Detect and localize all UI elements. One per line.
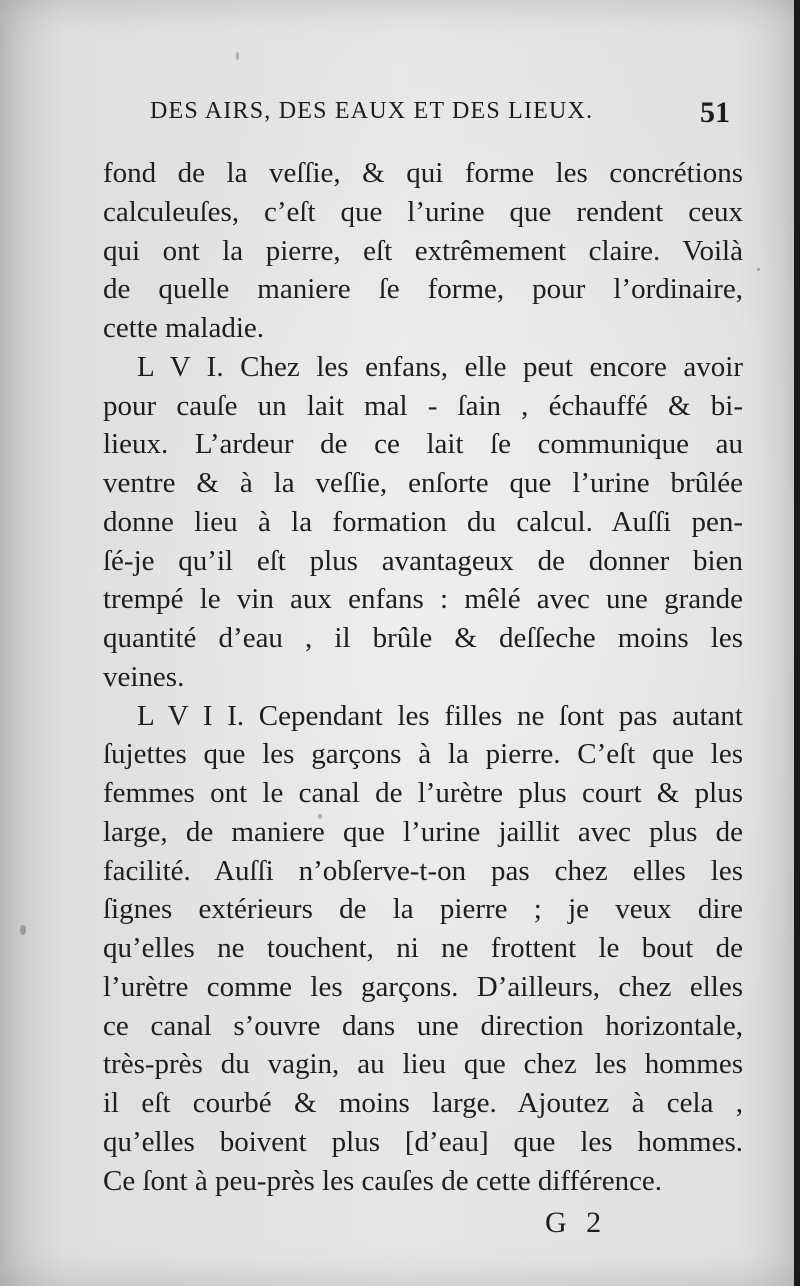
body-text: [103, 154, 743, 1200]
text-line: l’urètre comme les garçons. D’ailleurs, chez elles: [103, 970, 743, 1003]
text-line: veines.: [103, 660, 185, 693]
text-line: ſignes extérieurs de la pierre ; je veux dire: [103, 893, 743, 926]
text-line: pour cauſe un lait mal - ſain , échauffé & bi-: [103, 389, 743, 422]
text-line: il eſt courbé & moins large. Ajoutez à cela ,: [103, 1087, 743, 1119]
text-line: ventre & à la veſſie, enſorte que l’urine brûlée: [103, 467, 743, 499]
signature-mark: G 2: [545, 1206, 608, 1239]
text-line: trempé le vin aux enfans : mêlé avec une grande: [103, 583, 743, 616]
paper-speck: [757, 268, 760, 271]
text-line: facilité. Auſſi n’obſerve-t-on pas chez elles les: [103, 854, 743, 887]
text-line: lieux. L’ardeur de ce lait ſe communique au: [103, 428, 743, 461]
paragraph-start-lvi: L V I. Chez les enfans, elle peut encore avoir: [137, 350, 743, 383]
text-line: très-près du vagin, au lieu que chez les hommes: [103, 1048, 743, 1081]
text-line: large, de maniere que l’urine jaillit avec plus de: [103, 815, 743, 848]
text-line: femmes ont le canal de l’urètre plus court & plus: [103, 777, 743, 809]
text-line: donne lieu à la formation du calcul. Auſſi pen-: [103, 505, 743, 538]
text-line: de quelle maniere ſe forme, pour l’ordinaire,: [103, 273, 743, 306]
text-line: qu’elles boivent plus [d’eau] que les hommes.: [103, 1125, 743, 1158]
page-edge-shadow: [794, 0, 800, 1286]
text-line: qui ont la pierre, eſt extrêmement claire. Voilà: [103, 234, 743, 267]
text-line: fond de la veſſie, & qui forme les concrétions: [103, 157, 743, 189]
paper-speck: [20, 925, 26, 935]
text-line: ſé-je qu’il eſt plus avantageux de donner bien: [103, 544, 743, 577]
running-head: DES AIRS, DES EAUX ET DES LIEUX.: [150, 98, 594, 124]
text-line: quantité d’eau , il brûle & deſſeche moins les: [103, 622, 743, 654]
text-line: qu’elles ne touchent, ni ne frottent le bout de: [103, 932, 743, 964]
text-line: calculeuſes, c’eſt que l’urine que rendent ceux: [103, 195, 743, 228]
page-number: 51: [700, 96, 730, 129]
text-line: Ce ſont à peu-près les cauſes de cette différence.: [103, 1164, 663, 1197]
paper-speck: [318, 814, 322, 819]
text-line: ce canal s’ouvre dans une direction horizontale,: [103, 1009, 743, 1042]
text-line: cette maladie.: [103, 312, 265, 344]
text-line: ſujettes que les garçons à la pierre. C’eſt que les: [103, 738, 743, 771]
paper-speck: [236, 52, 239, 60]
paragraph-start-lvii: L V I I. Cependant les filles ne ſont pas autant: [137, 699, 743, 732]
